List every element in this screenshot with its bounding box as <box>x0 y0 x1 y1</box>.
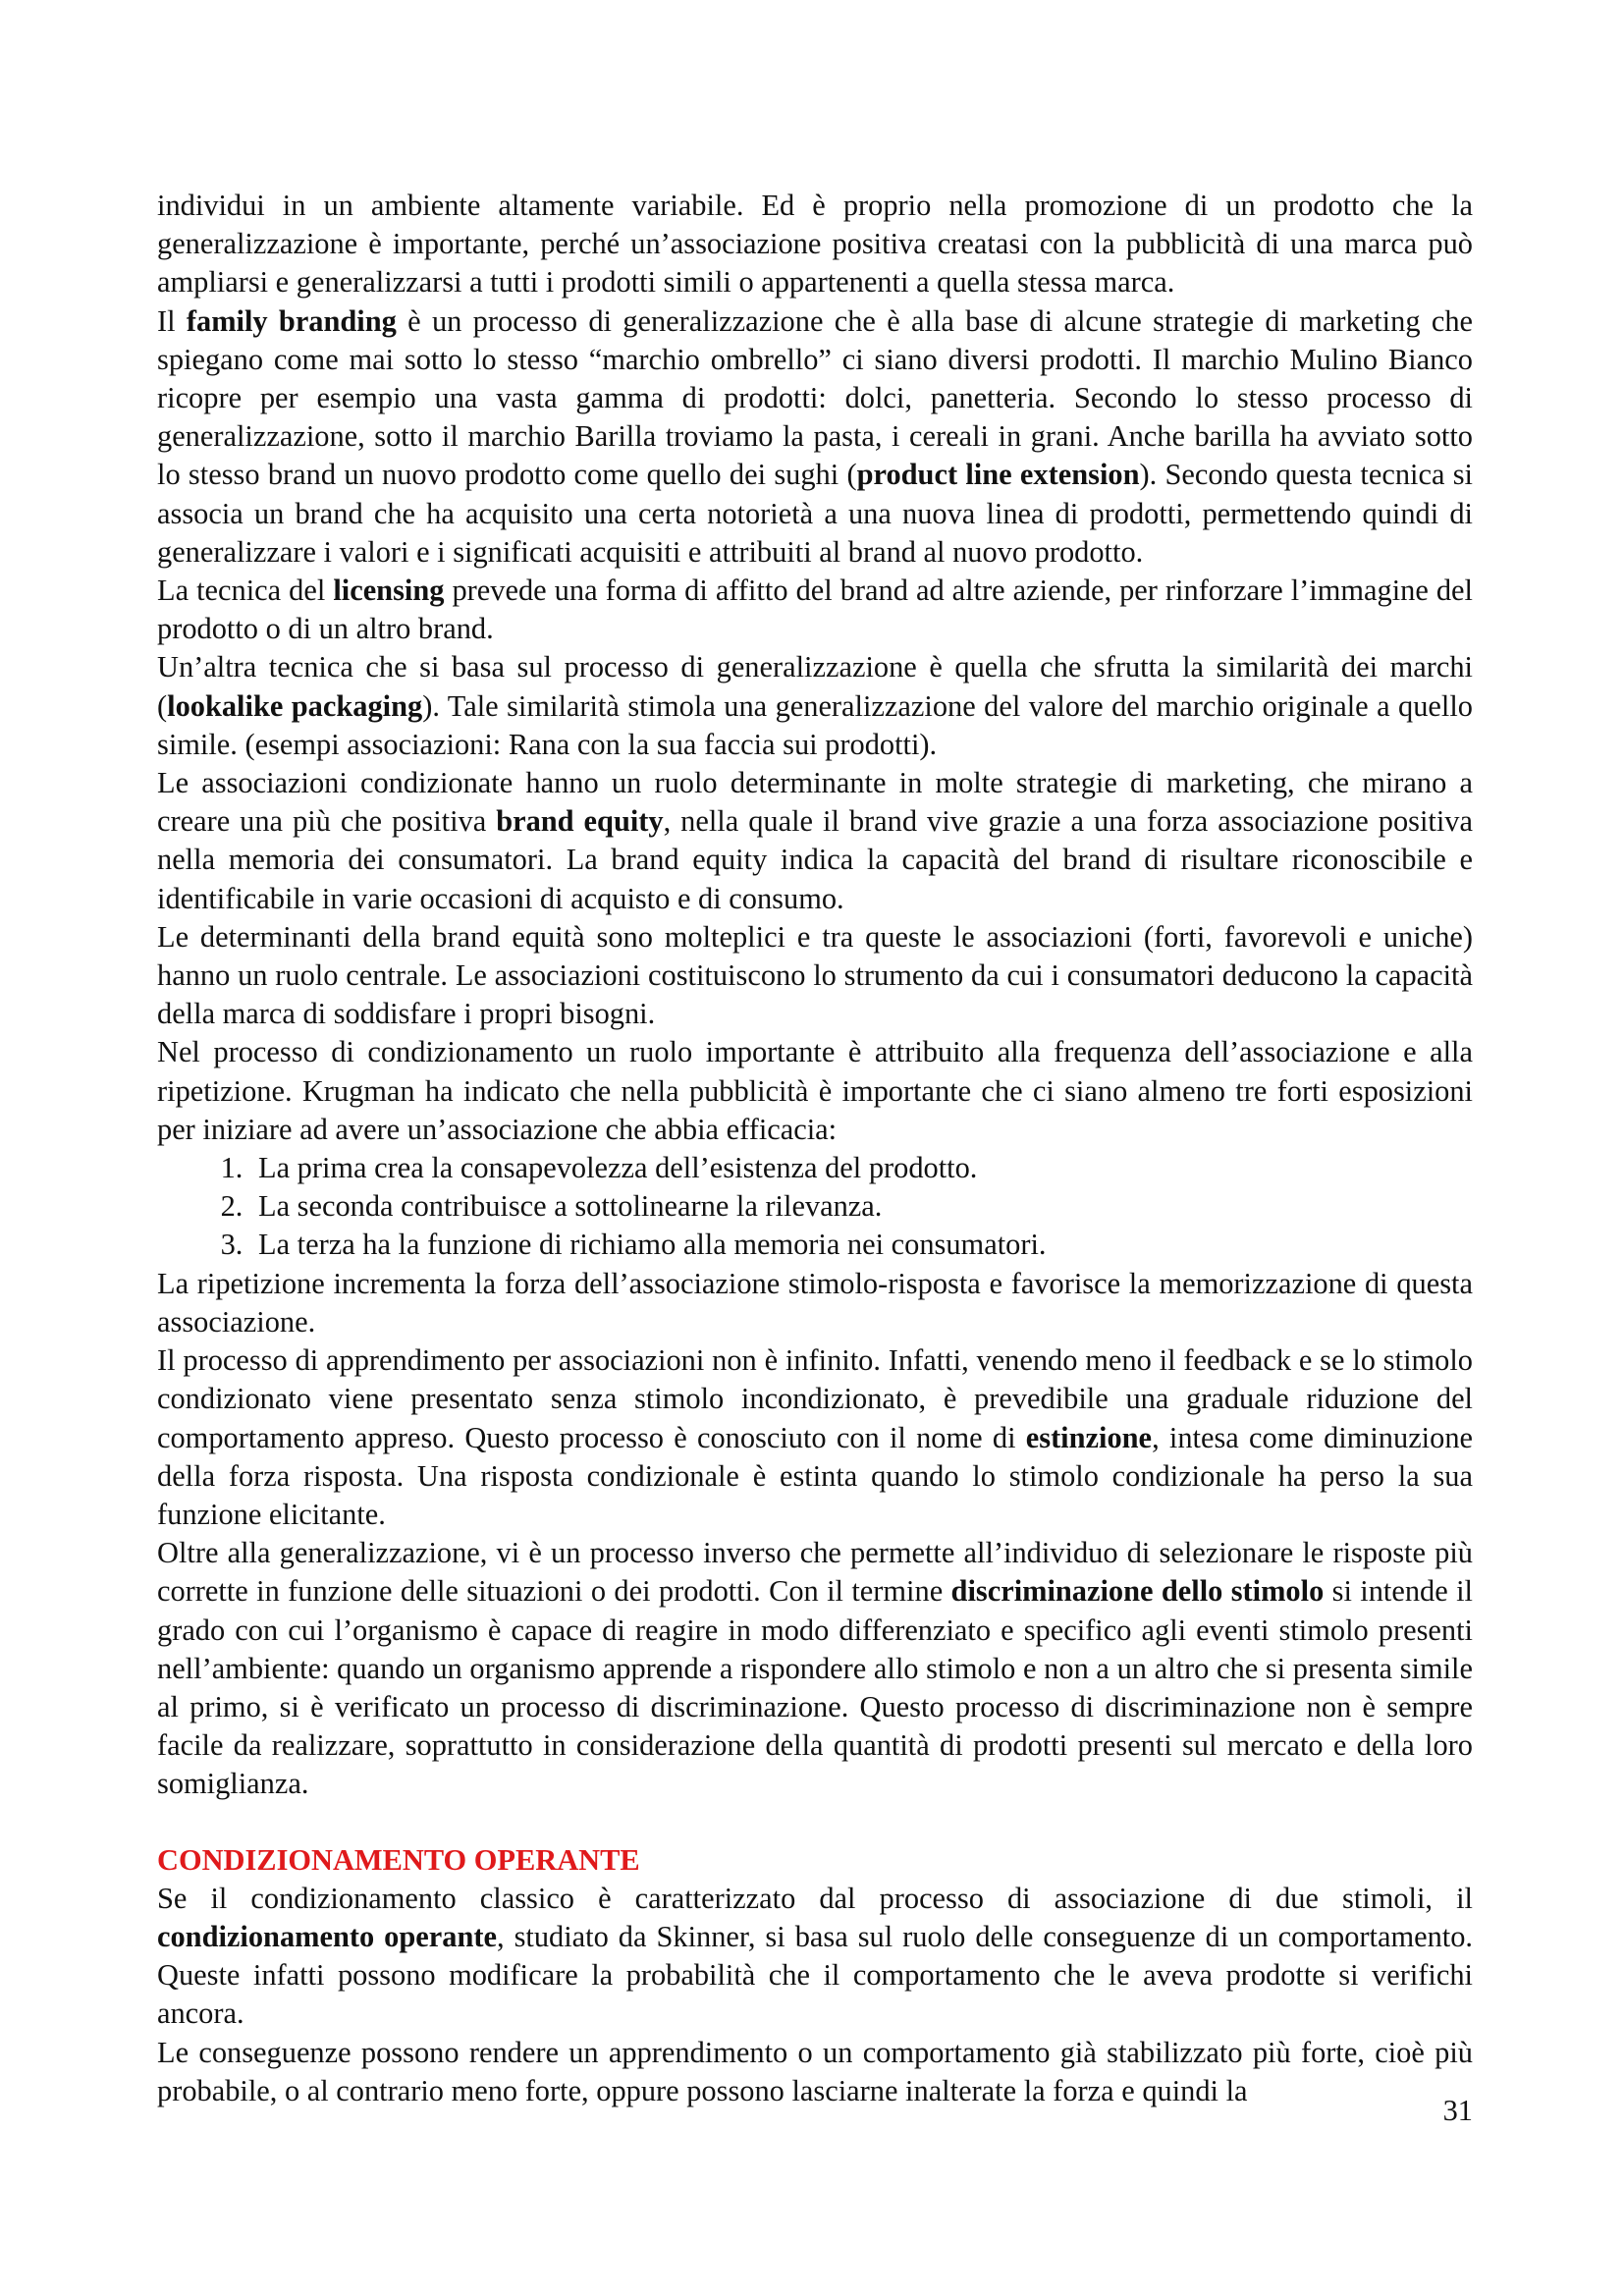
text-run: Il processo di apprendimento per associazioni non è infinito. Infatti, venendo meno il feedback e se lo stimolo condizionato viene presentato senza stimolo incondizionato, è prevedibile una graduale riduzione del comportamento appreso. Questo processo è conosciuto con il nome di <box>157 1343 1473 1454</box>
text-run: Le conseguenze possono rendere un apprendimento o un comportamento già stabilizzato più forte, cioè più probabile, o al contrario meno forte, oppure possono lasciarne inalterate la forza e quindi la <box>157 2035 1473 2107</box>
bold-term: discriminazione dello stimolo <box>950 1574 1325 1609</box>
text-run: , nella quale il brand vive grazie a una forza associazione positiva nella memoria dei consumatori. La brand equity indica la capacità del brand di risultare riconoscibile e identificabile in varie occasioni di acquisto e di consumo. <box>157 804 1473 915</box>
text-run: Se il condizionamento classico è caratterizzato dal processo di associazione di due stimoli, il <box>157 1881 1473 1915</box>
text-run: , studiato da Skinner, si basa sul ruolo delle conseguenze di un comportamento. Queste infatti possono modificare la probabilità che il comportamento che le aveva prodotte si verifichi ancora. <box>157 1919 1473 2031</box>
paragraph <box>157 918 1473 1034</box>
text-run: è un processo di generalizzazione che è alla base di alcune strategie di marketing che spiegano come mai sotto lo stesso “marchio ombrello” ci siano diversi prodotti. Il marchio Mulino Bianco ricopre per esempio una vasta gamma di prodotti: dolci, panetteria. Secondo lo stesso processo di generalizzazione, sotto il marchio Barilla troviamo la pasta, i cereali in grani. Anche barilla ha avviato sotto lo stesso brand un nuovo prodotto come quello dei sughi ( <box>157 303 1474 492</box>
paragraph <box>157 572 1473 648</box>
paragraph <box>157 302 1473 572</box>
text-run: Oltre alla generalizzazione, vi è un processo inverso che permette all’individuo di selezionare le risposte più corrette in funzione delle situazioni o dei prodotti. Con il termine <box>157 1536 1473 1609</box>
bold-term: estinzione <box>1025 1420 1153 1454</box>
body-text-block <box>157 1265 1473 1804</box>
bold-term: condizionamento operante <box>157 1919 497 1953</box>
text-run: si intende il grado con cui l’organismo è capace di reagire in modo differenziato e specifico agli eventi stimolo presenti nell’ambiente: quando un organismo apprende a rispondere allo stimolo e non a un altro che si presenta simile al primo, si è verificato un processo di discriminazione. Questo processo di discriminazione non è sempre facile da realizzare, soprattutto in considerazione della quantità di prodotti presenti sul mercato e della loro somiglianza. <box>157 1574 1473 1801</box>
text-run: Le associazioni condizionate hanno un ruolo determinante in molte strategie di marketing, che mirano a creare una più che positiva <box>157 766 1473 839</box>
page-number: 31 <box>1442 2094 1473 2127</box>
paragraph <box>157 1265 1473 1341</box>
paragraph <box>157 1880 1473 2034</box>
bold-term: licensing <box>333 574 445 608</box>
text-run: Nel processo di condizionamento un ruolo importante è attribuito alla frequenza dell’associazione e alla ripetizione. Krugman ha indicato che nella pubblicità è importante che ci siano almeno tre forti esposizioni per iniziare ad avere un’associazione che abbia efficacia: <box>157 1035 1473 1146</box>
list-item: 3. La terza ha la funzione di richiamo alla memoria nei consumatori. <box>250 1226 1473 1264</box>
paragraph <box>157 1341 1473 1534</box>
bold-term: lookalike packaging <box>167 688 423 723</box>
paragraph <box>157 1033 1473 1149</box>
bold-term: family branding <box>186 303 397 338</box>
text-run: ). Secondo questa tecnica si associa un brand che ha acquisito una certa notorietà a una nuova linea di prodotti, permettendo quindi di generalizzare i valori e i significati acquisiti e attribuiti al brand al nuovo prodotto. <box>157 458 1473 569</box>
section-body <box>157 1880 1473 2110</box>
numbered-list <box>157 1149 1473 1265</box>
text-run: Il <box>157 303 187 338</box>
paragraph <box>157 1534 1473 1803</box>
text-run: ). Tale similarità stimola una generalizzazione del valore del marchio originale a quello simile. (esempi associazioni: Rana con la sua faccia sui prodotti). <box>157 688 1473 761</box>
text-run: , intesa come diminuzione della forza risposta. Una risposta condizionale è estinta quando lo stimolo condizionale ha perso la sua funzione elicitante. <box>157 1420 1474 1531</box>
paragraph <box>157 648 1473 764</box>
text-run: individui in un ambiente altamente variabile. Ed è proprio nella promozione di un prodotto che la generalizzazione è importante, perché un’associazione positiva creatasi con la pubblicità di una marca può ampliarsi e generalizzarsi a tutti i prodotti simili o appartenenti a quella stessa marca. <box>157 189 1473 300</box>
text-run: La tecnica del <box>157 574 334 608</box>
paragraph <box>157 764 1473 918</box>
list-item: 1. La prima crea la consapevolezza dell’esistenza del prodotto. <box>250 1149 1473 1187</box>
bold-term: brand equity <box>496 804 664 839</box>
text-run: Le determinanti della brand equità sono molteplici e tra queste le associazioni (forti, favorevoli e uniche) hanno un ruolo centrale. Le associazioni costituiscono lo strumento da cui i consumatori deducono la capacità della marca di soddisfare i propri bisogni. <box>157 919 1473 1031</box>
document-page <box>157 187 1473 2110</box>
text-run: prevede una forma di affitto del brand ad altre aziende, per rinforzare l’immagine del prodotto o di un altro brand. <box>157 574 1473 646</box>
body-text-block <box>157 187 1473 1149</box>
bold-term: product line extension <box>856 458 1140 492</box>
list-item: 2. La seconda contribuisce a sottolinearne la rilevanza. <box>250 1187 1473 1226</box>
paragraph <box>157 187 1473 302</box>
paragraph <box>157 2034 1473 2110</box>
text-run: La ripetizione incrementa la forza dell’associazione stimolo-risposta e favorisce la memorizzazione di questa associazione. <box>157 1266 1473 1339</box>
section-heading: CONDIZIONAMENTO OPERANTE <box>157 1842 640 1877</box>
text-run: Un’altra tecnica che si basa sul processo di generalizzazione è quella che sfrutta la similarità dei marchi ( <box>157 650 1473 723</box>
